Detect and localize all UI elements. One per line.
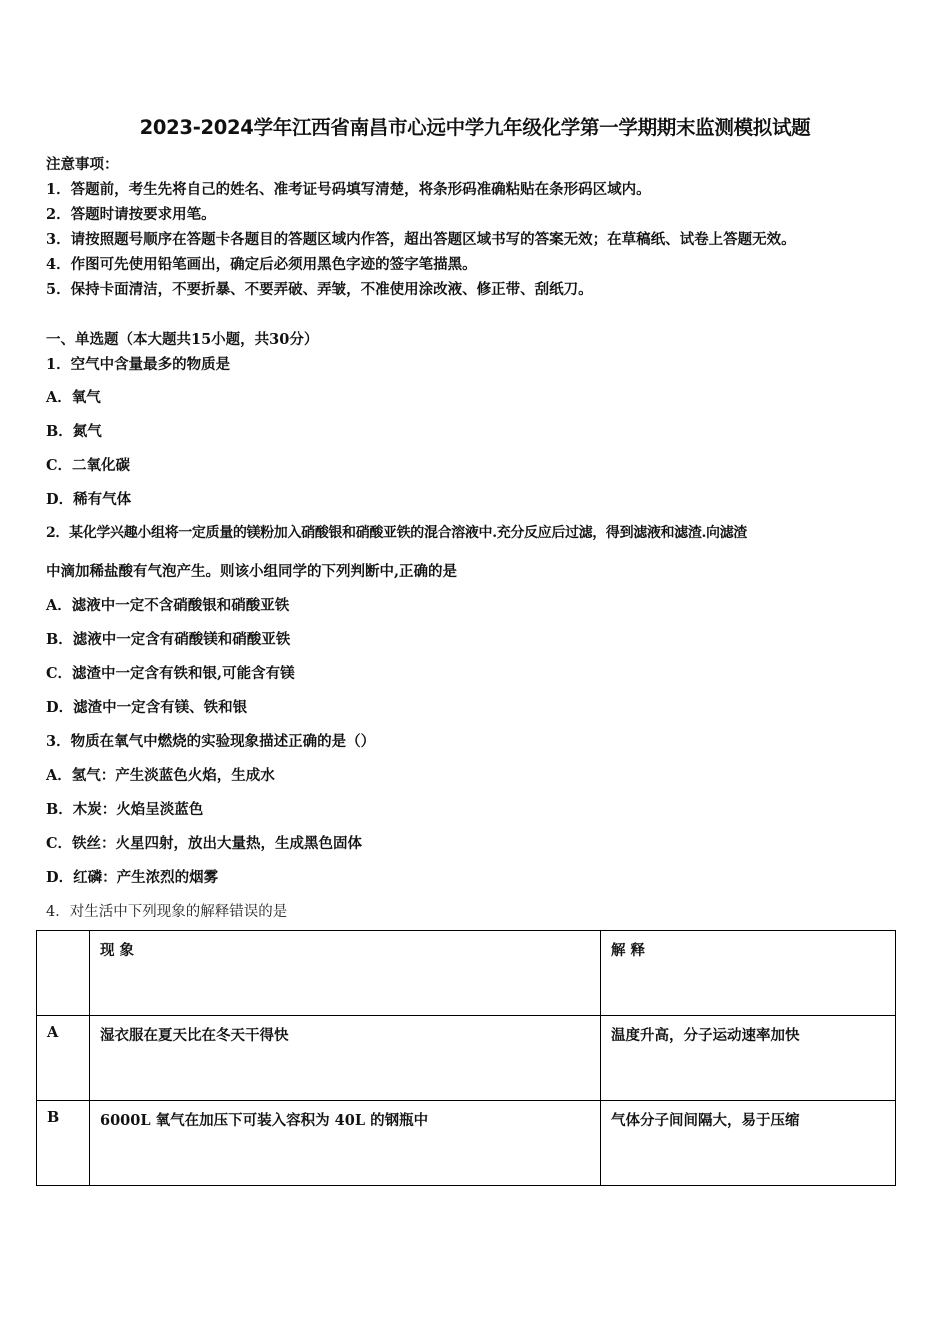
option-a: A．氢气：产生淡蓝色火焰，生成水 (46, 767, 275, 784)
table-cell (37, 931, 90, 1016)
table-cell-phenomenon: 6000L 氧气在加压下可装入容积为 40L 的钢瓶中 (90, 1101, 601, 1186)
table-header-explanation: 解 释 (601, 931, 896, 1016)
table-cell-label: B (37, 1101, 90, 1186)
table-row (37, 1016, 896, 1101)
notice-item: 3．请按照题号顺序在答题卡各题目的答题区域内作答，超出答题区域书写的答案无效；在草稿纸、试卷上答题无效。 (46, 231, 796, 248)
page-title: 2023-2024学年江西省南昌市心远中学九年级化学第一学期期末监测模拟试题 (139, 116, 811, 139)
notice-item: 5．保持卡面清洁，不要折暴、不要弄破、弄皱，不准使用涂改液、修正带、刮纸刀。 (46, 281, 593, 298)
phenomenon-table (36, 930, 896, 1186)
option-d: D．红磷：产生浓烈的烟雾 (46, 869, 219, 886)
section-heading: 一、单选题（本大题共15小题，共30分） (46, 331, 319, 348)
question-stem-2-cont: 中滴加稀盐酸有气泡产生。则该小组同学的下列判断中,正确的是 (46, 563, 458, 580)
notice-heading: 注意事项： (46, 156, 119, 173)
option-d: D．滤渣中一定含有镁、铁和银 (46, 699, 248, 716)
option-c: C．二氧化碳 (46, 457, 131, 474)
table-header-phenomenon: 现 象 (90, 931, 601, 1016)
option-b: B．氮气 (46, 423, 102, 440)
notice-item: 2．答题时请按要求用笔。 (46, 206, 216, 223)
table-header-row (37, 931, 896, 1016)
question-stem-2: 2．某化学兴趣小组将一定质量的镁粉加入硝酸银和硝酸亚铁的混合溶液中.充分反应后过滤，得到滤液和滤渣.向滤渣 (46, 525, 747, 541)
option-c: C．滤渣中一定含有铁和银,可能含有镁 (46, 665, 295, 682)
table-cell-phenomenon: 湿衣服在夏天比在冬天干得快 (90, 1016, 601, 1101)
table-cell-explanation: 温度升高，分子运动速率加快 (601, 1016, 896, 1101)
option-a: A．氧气 (46, 389, 101, 406)
table-cell-explanation: 气体分子间间隔大，易于压缩 (601, 1101, 896, 1186)
question-stem-3: 3．物质在氧气中燃烧的实验现象描述正确的是（） (46, 733, 376, 750)
notice-item: 1．答题前，考生先将自己的姓名、准考证号码填写清楚，将条形码准确粘贴在条形码区域内。 (46, 181, 651, 198)
table-row (37, 1101, 896, 1186)
table-cell-label: A (37, 1016, 90, 1101)
question-stem-1: 1．空气中含量最多的物质是 (46, 356, 231, 373)
notice-item: 4．作图可先使用铅笔画出，确定后必须用黑色字迹的签字笔描黑。 (46, 256, 477, 273)
option-b: B．滤液中一定含有硝酸镁和硝酸亚铁 (46, 631, 291, 648)
option-b: B．木炭：火焰呈淡蓝色 (46, 801, 204, 818)
question-stem-4: 4．对生活中下列现象的解释错误的是 (46, 904, 288, 920)
option-d: D．稀有气体 (46, 491, 132, 508)
option-c: C．铁丝：火星四射，放出大量热，生成黑色固体 (46, 835, 363, 852)
option-a: A．滤液中一定不含硝酸银和硝酸亚铁 (46, 597, 290, 614)
